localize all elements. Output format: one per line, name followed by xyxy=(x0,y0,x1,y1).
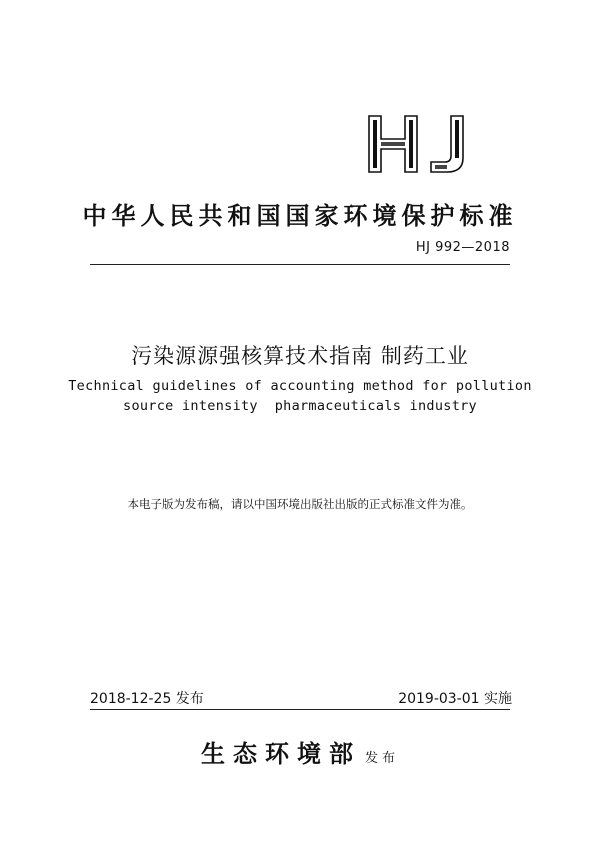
publisher xyxy=(0,734,600,769)
publisher-name: 生态环境部 xyxy=(200,739,361,768)
document-title-en-line1: Technical guidelines of accounting method for pollution xyxy=(68,378,532,394)
document-title-zh: 污染源源强核算技术指南 制药工业 xyxy=(131,344,469,368)
electronic-version-notice: 本电子版为发布稿，请以中国环境出版社出版的正式标准文件为准。 xyxy=(127,497,473,511)
document-title-en-line2: source intensity pharmaceuticals industry xyxy=(123,398,477,414)
implementation-date: 2019-03-01 实施 xyxy=(398,691,512,707)
hj-logo xyxy=(365,112,469,176)
footer-divider xyxy=(90,709,510,710)
publisher-suffix: 发布 xyxy=(364,751,399,766)
issue-date: 2018-12-25 发布 xyxy=(90,691,204,707)
standard-code: HJ 992—2018 xyxy=(415,240,510,255)
header-divider xyxy=(90,264,510,265)
hj-logo-graphic xyxy=(365,112,469,176)
standard-category: 中华人民共和国国家环境保护标准 xyxy=(82,202,518,230)
